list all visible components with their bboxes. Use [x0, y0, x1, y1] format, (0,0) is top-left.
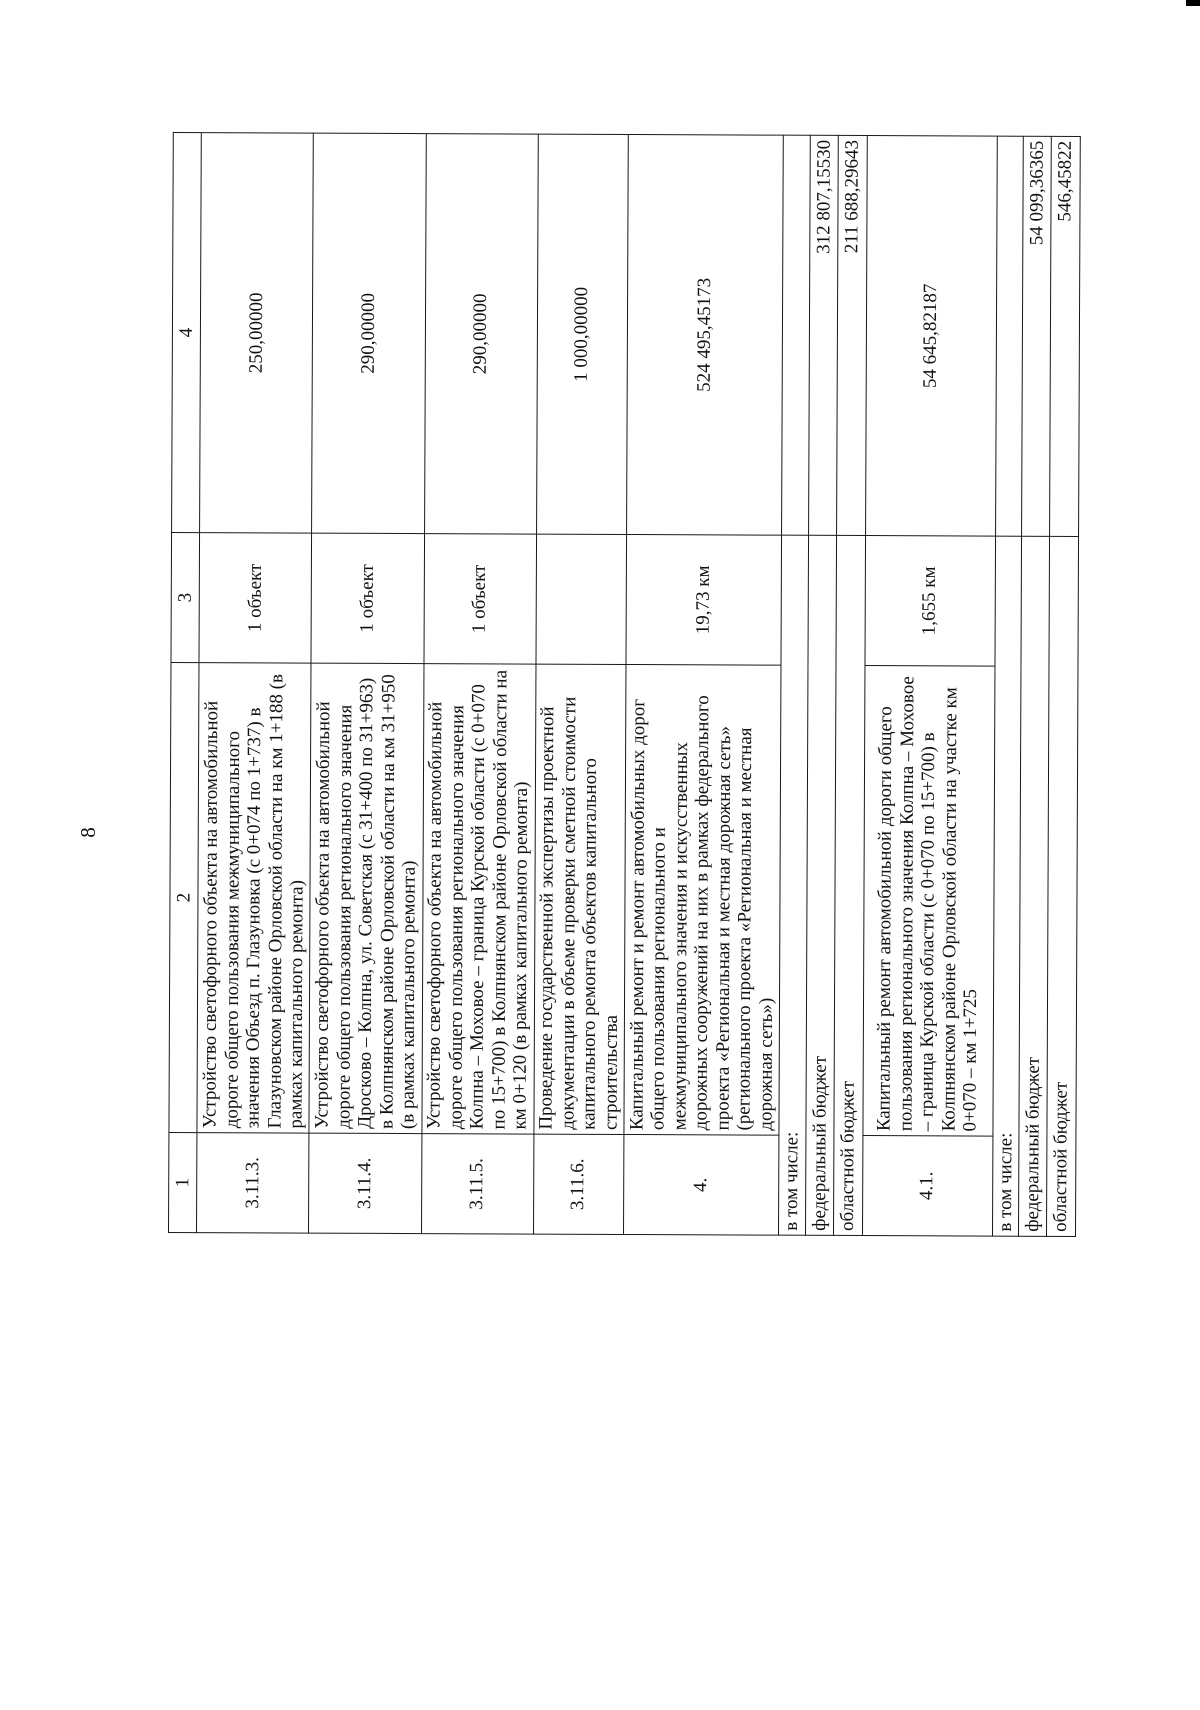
header-col-3: 3: [171, 533, 200, 663]
row-amount: 1 000,00000: [536, 134, 628, 534]
row-amount: 290,00000: [312, 133, 426, 533]
row-description: Проведение государственной экспертизы проектной документации в объеме проверки сметной стоимости капитального ремонта объектов капитального строительства: [533, 664, 625, 1134]
row-number: 3.11.6.: [533, 1134, 624, 1234]
empty-cell: [782, 135, 810, 535]
empty-cell: [995, 136, 1023, 536]
row-number: 3.11.3.: [197, 1133, 309, 1233]
breakdown-label: в том числе:: [779, 535, 808, 1235]
scan-edge-mark: [1186, 0, 1200, 6]
row-number: 3.11.4.: [309, 1133, 421, 1233]
row-description: Устройство светофорного объекта на автомобильной дороге общего пользования регионального значения Дросково – Колпна, ул. Советская (с 31+400 по 31+963) в Колпнянском районе Орловской области на км 31+950 (в рамках капитального ремонта): [309, 663, 423, 1133]
federal-budget-label: федеральный бюджет: [805, 535, 836, 1235]
table-row: [197, 133, 314, 1233]
row-amount: 524 495,45173: [626, 134, 783, 535]
row-amount: 290,00000: [424, 134, 538, 534]
row-number: 4.: [623, 1134, 779, 1235]
regional-budget-amount: 211 688,29643: [837, 135, 867, 535]
regional-budget-amount: 546,45822: [1050, 136, 1080, 536]
regional-budget-label: областной бюджет: [834, 535, 865, 1235]
row-description: Капитальный ремонт и ремонт автомобильных дорог общего пользования регионального и межмуниципального значения и искусственных дорожных сооружений на них в рамках федерального проекта «Региональная и местная дорожная сеть» (регионального проекта «Региональная и местная дорожная сеть»): [624, 664, 782, 1135]
header-col-2: 2: [169, 663, 199, 1133]
row-quantity: 1,655 км: [865, 536, 996, 667]
breakdown-label: в том числе:: [992, 536, 1021, 1236]
rotated-table-container: [168, 133, 1076, 1233]
row-quantity: 1 объект: [311, 533, 424, 663]
row-description: Устройство светофорного объекта на автомобильной дороге общего пользования межмуниципального значения Объезд п. Глазуновка (с 0+074 по 1+737) в Глазуновском районе Орловской области на км 1+188 (в рамках капитального ремонта): [197, 663, 311, 1133]
row-quantity: 1 объект: [199, 533, 312, 663]
row-description: Устройство светофорного объекта на автомобильной дороге общего пользования регионального значения Колпна – Моховое – граница Курской области (с 0+070 по 15+700) в Колпнянском районе Орловской области на км 0+120 (в рамках капитального ремонта): [421, 664, 535, 1134]
row-quantity: 19,73 км: [626, 534, 782, 665]
row-quantity: [536, 534, 627, 664]
row-number: 4.1.: [862, 1136, 992, 1237]
regional-budget-label: областной бюджет: [1047, 536, 1079, 1236]
header-col-4: 4: [172, 133, 202, 533]
page-number: 8: [75, 827, 100, 838]
header-col-1: 1: [169, 1133, 198, 1233]
table-row: [421, 134, 538, 1234]
table-row: [623, 134, 783, 1235]
table-row: [862, 136, 997, 1237]
row-amount: 250,00000: [200, 133, 314, 533]
row-quantity: 1 объект: [424, 534, 537, 664]
federal-budget-amount: 54 099,36365: [1022, 136, 1052, 536]
row-description: Капитальный ремонт автомобильной дороги общего пользования регионального значения Колпна – Моховое – граница Курской области (с 0+070 по 15+700) в Колпнянском районе Орловской области на участке км 0+070 – км 1+725: [863, 666, 995, 1137]
breakdown-row: [1047, 136, 1080, 1236]
row-number: 3.11.5.: [421, 1134, 533, 1234]
table-row: [533, 134, 628, 1234]
table-row: [309, 133, 426, 1233]
budget-table: [168, 132, 1081, 1237]
federal-budget-label: федеральный бюджет: [1019, 536, 1050, 1236]
row-amount: 54 645,82187: [865, 136, 997, 537]
federal-budget-amount: 312 807,15530: [808, 135, 838, 535]
